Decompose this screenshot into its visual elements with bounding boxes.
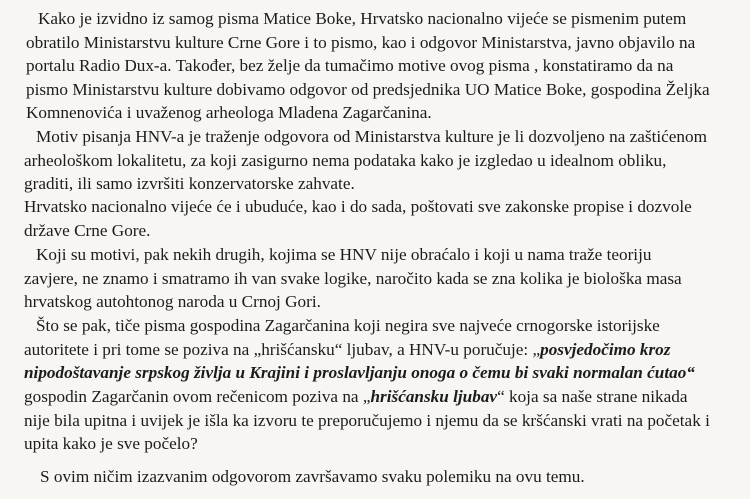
paragraph-5-line-4-text-a: gospodin Zagarčanin ovom rečenicom poziva na „ [24,387,371,406]
paragraph-1-line-2: obratilo Ministarstvu kulture Crne Gore i to pismo, kao i odgovor Ministarstva, javno objavilo na [26,33,696,52]
paragraph-5-line-6: upita kako je sve počelo? [24,434,198,453]
paragraph-1-line-1: Kako je izvidno iz samog pisma Matice Boke, Hrvatsko nacionalno vijeće se pismenim putem [38,9,687,28]
paragraph-2-line-1: Motiv pisanja HNV-a je traženje odgovora od Ministarstva kulture je li dozvoljeno na zaštićenom [36,127,707,146]
paragraph-3-line-1: Hrvatsko nacionalno vijeće će i ubuduće, kao i do sada, poštovati sve zakonske propise i dozvole [24,197,692,216]
closing-line: S ovim ničim izazvanim odgovorom završavamo svaku polemiku na ovu temu. [40,467,585,486]
paragraph-1-line-5: Komnenovića i uvaženog arheologa Mladena Zagarčanina. [26,103,432,122]
paragraph-5-line-3-emphasis: nipodoštavanje srpskog življa u Krajini i proslavljanju onoga o čemu bi svaki normalan ćutao“ [24,363,695,382]
paragraph-3-line-2: države Crne Gore. [24,221,151,240]
paragraph-4-line-2: zavjere, ne znamo i smatramo ih van svake logike, naročito kada se zna kolika je biološka masa [24,269,682,288]
paragraph-5-line-4-text-b: “ koja sa naše strane nikada [497,387,688,406]
paragraph-1-line-3: portalu Radio Dux-a. Također, bez želje da tumačimo motive ovog pisma , konstatiramo da na [26,56,674,75]
paragraph-4-line-3: hrvatskog autohtonog naroda u Crnoj Gori. [24,292,321,311]
quote-emphasis-2: hrišćansku ljubav [370,387,498,406]
quote-emphasis-1: posvjedočimo kroz [540,340,671,359]
paragraph-5-line-1: Što se pak, tiče pisma gospodina Zagarčanina koji negira sve najveće crnogorske istorijske [36,316,660,335]
paragraph-2-line-3: graditi, ili samo izvršiti konzervatorske zahvate. [24,174,355,193]
paragraph-4-line-1: Koji su motivi, pak nekih drugih, kojima se HNV nije obraćalo i koji u nama traže teoriju [36,245,652,264]
paragraph-2-line-2: arheološkom lokalitetu, za koji zasigurno nema podataka kako je izgledao u idealnom obliku, [24,151,667,170]
paragraph-5-line-4 [24,387,687,407]
paragraph-5-line-5: nije bila upitna i uvijek je išla ka izvoru te preporučujemo i njemu da se kršćanski vrati na početak i [24,411,710,430]
paragraph-1-line-4: pismo Ministarstvu kulture dobivamo odgovor od predsjednika UO Matice Boke, gospodina Željka [26,80,710,99]
paragraph-5-line-2-text: autoritete i pri tome se poziva na „hrišćansku“ ljubav, a HNV-u poručuje: „ [24,340,541,359]
paragraph-5-line-2 [24,340,670,360]
